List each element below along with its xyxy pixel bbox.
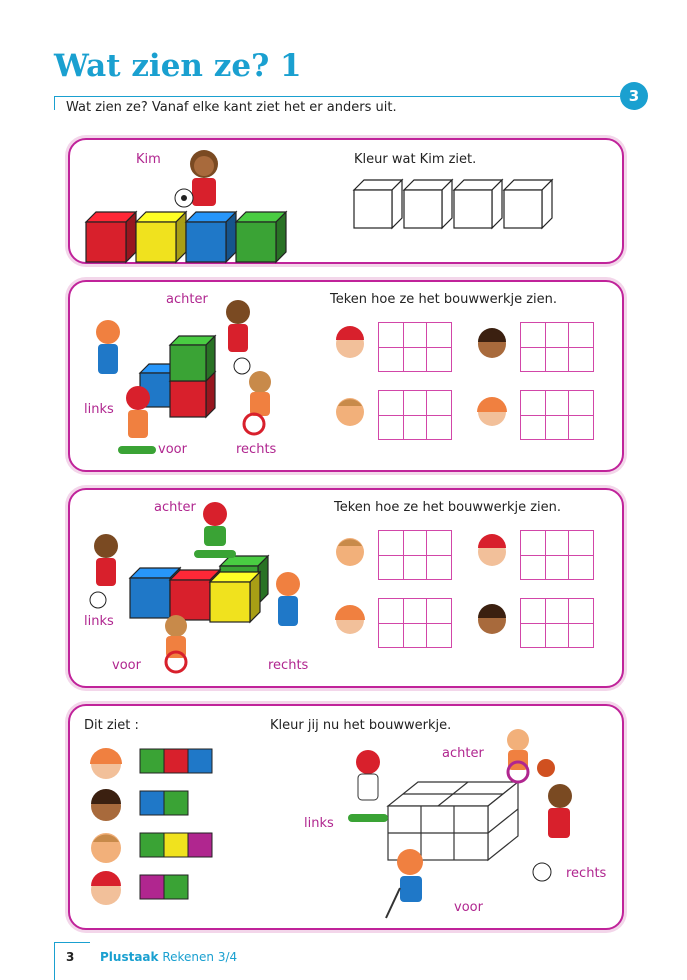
label-voor: voor (158, 442, 187, 457)
face-red-helmet-icon (86, 868, 126, 908)
child-front-illustration (154, 614, 198, 674)
panel1-instruction: Kleur wat Kim ziet. (354, 152, 477, 167)
colored-block (186, 212, 236, 262)
colored-block (236, 212, 286, 262)
footer-rule-top (54, 942, 90, 943)
strip-cell (140, 833, 164, 857)
label-achter: achter (166, 292, 208, 307)
empty-block[interactable] (354, 180, 402, 228)
label-achter: achter (442, 746, 484, 761)
child-front-illustration (380, 848, 440, 922)
footer-rule (54, 942, 55, 980)
page-title: Wat zien ze? 1 (54, 48, 302, 84)
strip-cell (188, 749, 212, 773)
empty-block[interactable] (504, 180, 552, 228)
color-strip-view-3 (140, 832, 220, 858)
page-number: 3 (66, 950, 75, 964)
strip-cell (188, 833, 212, 857)
drawing-grid[interactable] (378, 390, 452, 440)
face-dark-hair-icon (86, 784, 126, 824)
strip-cell (140, 749, 164, 773)
strip-cell (164, 833, 188, 857)
label-voor: voor (112, 658, 141, 673)
child-back-illustration (488, 726, 558, 786)
face-orange-hair-icon (86, 742, 126, 782)
drawing-grid[interactable] (378, 530, 452, 580)
child-right-illustration (240, 370, 280, 436)
empty-blocks-to-color[interactable] (354, 178, 554, 224)
child-back-illustration (190, 502, 240, 562)
book-name: Rekenen 3/4 (162, 950, 238, 964)
book-brand: Plustaak (100, 950, 159, 964)
face-dark-hair-icon (474, 600, 510, 636)
strip-cell (140, 791, 164, 815)
empty-block[interactable] (404, 180, 452, 228)
color-strip-view-4 (140, 874, 220, 900)
child-front-illustration (118, 386, 158, 462)
strip-cell (140, 875, 164, 899)
building-blocks-illustration (130, 556, 280, 626)
exercise-panel-1 (68, 138, 624, 264)
face-orange-hair-icon (474, 392, 510, 428)
green-block (170, 336, 215, 381)
face-red-helmet-icon (332, 324, 368, 360)
drawing-grid[interactable] (520, 530, 594, 580)
child-right-illustration (268, 570, 308, 650)
title-rule-tick (54, 96, 55, 110)
child-right-illustration (532, 782, 582, 882)
colored-block (136, 212, 186, 262)
face-orange-hair-icon (332, 600, 368, 636)
child-left-illustration (88, 318, 128, 388)
label-rechts: rechts (268, 658, 309, 673)
label-links: links (304, 816, 334, 831)
child-left-illustration (346, 748, 390, 832)
face-boy-icon (332, 532, 368, 568)
label-rechts: rechts (566, 866, 607, 881)
face-red-helmet-icon (474, 532, 510, 568)
face-dark-hair-icon (474, 324, 510, 360)
label-rechts: rechts (236, 442, 277, 457)
face-boy-icon (332, 392, 368, 428)
drawing-grid[interactable] (520, 598, 594, 648)
color-strip-view-2 (140, 790, 220, 816)
label-links: links (84, 614, 114, 629)
panel2-instruction: Teken hoe ze het bouwwerkje zien. (330, 292, 558, 307)
child-back-illustration (218, 296, 258, 376)
yellow-block (210, 572, 260, 622)
kim-girl-illustration (168, 146, 234, 216)
colored-block (86, 212, 136, 262)
panel4-left-heading: Dit ziet : (84, 718, 139, 733)
strip-cell (164, 749, 188, 773)
exercise-panel-3 (68, 488, 624, 688)
label-achter: achter (154, 500, 196, 515)
title-rule (54, 96, 620, 97)
panel3-instruction: Teken hoe ze het bouwwerkje zien. (334, 500, 562, 515)
empty-block[interactable] (454, 180, 502, 228)
face-boy-icon (86, 826, 126, 866)
label-links: links (84, 402, 114, 417)
kim-colored-blocks (86, 208, 286, 254)
exercise-panel-2 (68, 280, 624, 472)
book-title (100, 950, 237, 964)
label-voor: voor (454, 900, 483, 915)
drawing-grid[interactable] (378, 598, 452, 648)
drawing-grid[interactable] (378, 322, 452, 372)
strip-cell (164, 875, 188, 899)
drawing-grid[interactable] (520, 390, 594, 440)
exercise-panel-4 (68, 704, 624, 930)
kim-label: Kim (136, 152, 161, 167)
panel4-instruction: Kleur jij nu het bouwwerkje. (270, 718, 452, 733)
drawing-grid[interactable] (520, 322, 594, 372)
color-strip-view-1 (140, 748, 220, 774)
page-subtitle: Wat zien ze? Vanaf elke kant ziet het er anders uit. (66, 100, 397, 115)
child-left-illustration (86, 534, 126, 614)
strip-cell (164, 791, 188, 815)
page-badge: 3 (620, 82, 648, 110)
